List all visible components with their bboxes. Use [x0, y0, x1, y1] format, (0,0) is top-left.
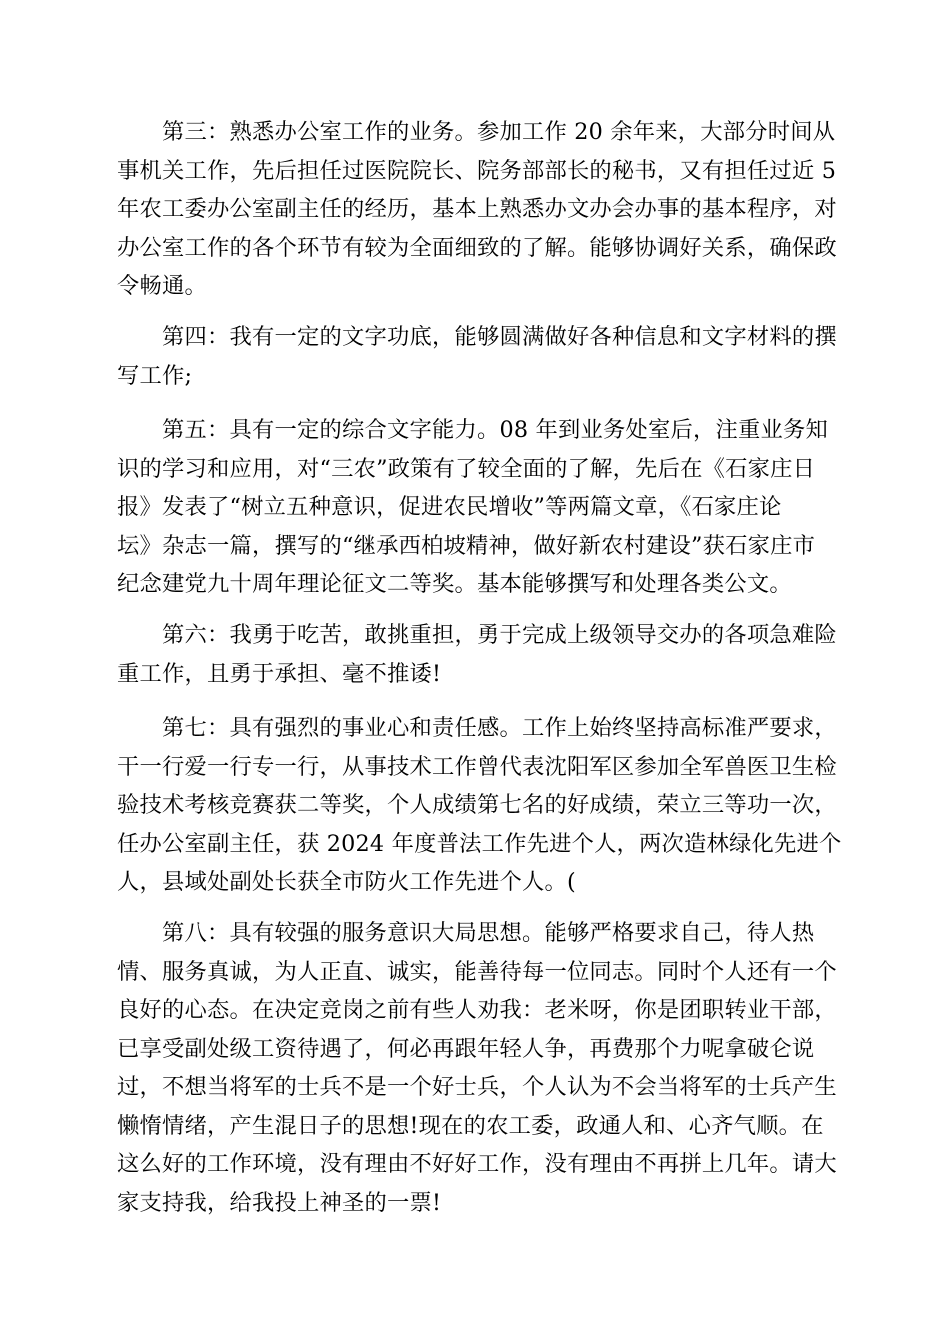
paragraph-line: 办公室工作的各个环节有较为全面细致的了解。能够协调好关系，确保政 [117, 234, 837, 261]
paragraph-line: 这么好的工作环境，没有理由不好好工作，没有理由不再拼上几年。请大 [117, 1151, 837, 1177]
paragraph-line: 干一行爱一行专一行，从事技术工作曾代表沈阳军区参加全军兽医卫生检 [117, 753, 837, 780]
paragraph-line: 第七：具有强烈的事业心和责任感。工作上始终坚持高标准严要求， [162, 715, 837, 741]
paragraph-line: 报》发表了“树立五种意识，促进农民增收”等两篇文章，《石家庄论 [117, 494, 782, 520]
paragraph-line: 事机关工作，先后担任过医院院长、院务部部长的秘书，又有担任过近 5 [117, 157, 837, 184]
paragraph-line: 坛》杂志一篇，撰写的“继承西柏坡精神，做好新农村建设”获石家庄市 [117, 532, 816, 559]
paragraph-line: 年农工委办公室副主任的经历，基本上熟悉办文办会办事的基本程序，对 [117, 196, 837, 222]
paragraph-sixth [117, 616, 837, 693]
paragraph-line: 第三：熟悉办公室工作的业务。参加工作 20 余年来，大部分时间从 [162, 119, 836, 145]
paragraph-line: 识的学习和应用，对“三农”政策有了较全面的了解，先后在《石家庄日 [117, 455, 816, 482]
paragraph-line: 人，县域处副处长获全市防火工作先进个人。( [117, 869, 576, 895]
paragraph-fifth [117, 411, 828, 604]
paragraph-line: 家支持我，给我投上神圣的一票! [117, 1189, 442, 1216]
paragraph-eighth [117, 914, 837, 1222]
paragraph-line: 已享受副处级工资待遇了，何必再跟年轻人争，再费那个力呢拿破仑说 [117, 1035, 815, 1062]
paragraph-line: 写工作; [117, 362, 193, 389]
paragraph-line: 良好的心态。在决定竞岗之前有些人劝我：老米呀，你是团职转业干部， [117, 997, 837, 1023]
paragraph-line: 第五：具有一定的综合文字能力。08 年到业务处室后，注重业务知 [162, 417, 828, 443]
paragraph-line: 第六：我勇于吃苦，敢挑重担，勇于完成上级领导交办的各项急难险 [162, 622, 837, 648]
paragraph-third [117, 113, 837, 306]
paragraph-fourth [117, 318, 837, 395]
paragraph-line: 纪念建党九十周年理论征文二等奖。基本能够撰写和处理各类公文。 [117, 571, 792, 597]
paragraph-seventh [117, 709, 842, 902]
paragraph-line: 令畅通。 [117, 273, 207, 299]
paragraph-line: 情、服务真诚，为人正直、诚实，能善待每一位同志。同时个人还有一个 [117, 958, 837, 985]
paragraph-line: 重工作，且勇于承担、毫不推诿! [117, 660, 442, 687]
paragraph-line: 第四：我有一定的文字功底，能够圆满做好各种信息和文字材料的撰 [162, 324, 837, 350]
paragraph-line: 第八：具有较强的服务意识大局思想。能够严格要求自己，待人热 [162, 920, 815, 946]
paragraph-line: 过，不想当将军的士兵不是一个好士兵，个人认为不会当将军的士兵产生 [117, 1074, 837, 1100]
paragraph-line: 验技术考核竞赛获二等奖，个人成绩第七名的好成绩，荣立三等功一次， [117, 792, 837, 818]
paragraph-line: 懒惰情绪，产生混日子的思想!现在的农工委，政通人和、心齐气顺。在 [117, 1112, 824, 1139]
paragraph-line: 任办公室副主任，获 2024 年度普法工作先进个人，两次造林绿化先进个 [117, 830, 842, 857]
